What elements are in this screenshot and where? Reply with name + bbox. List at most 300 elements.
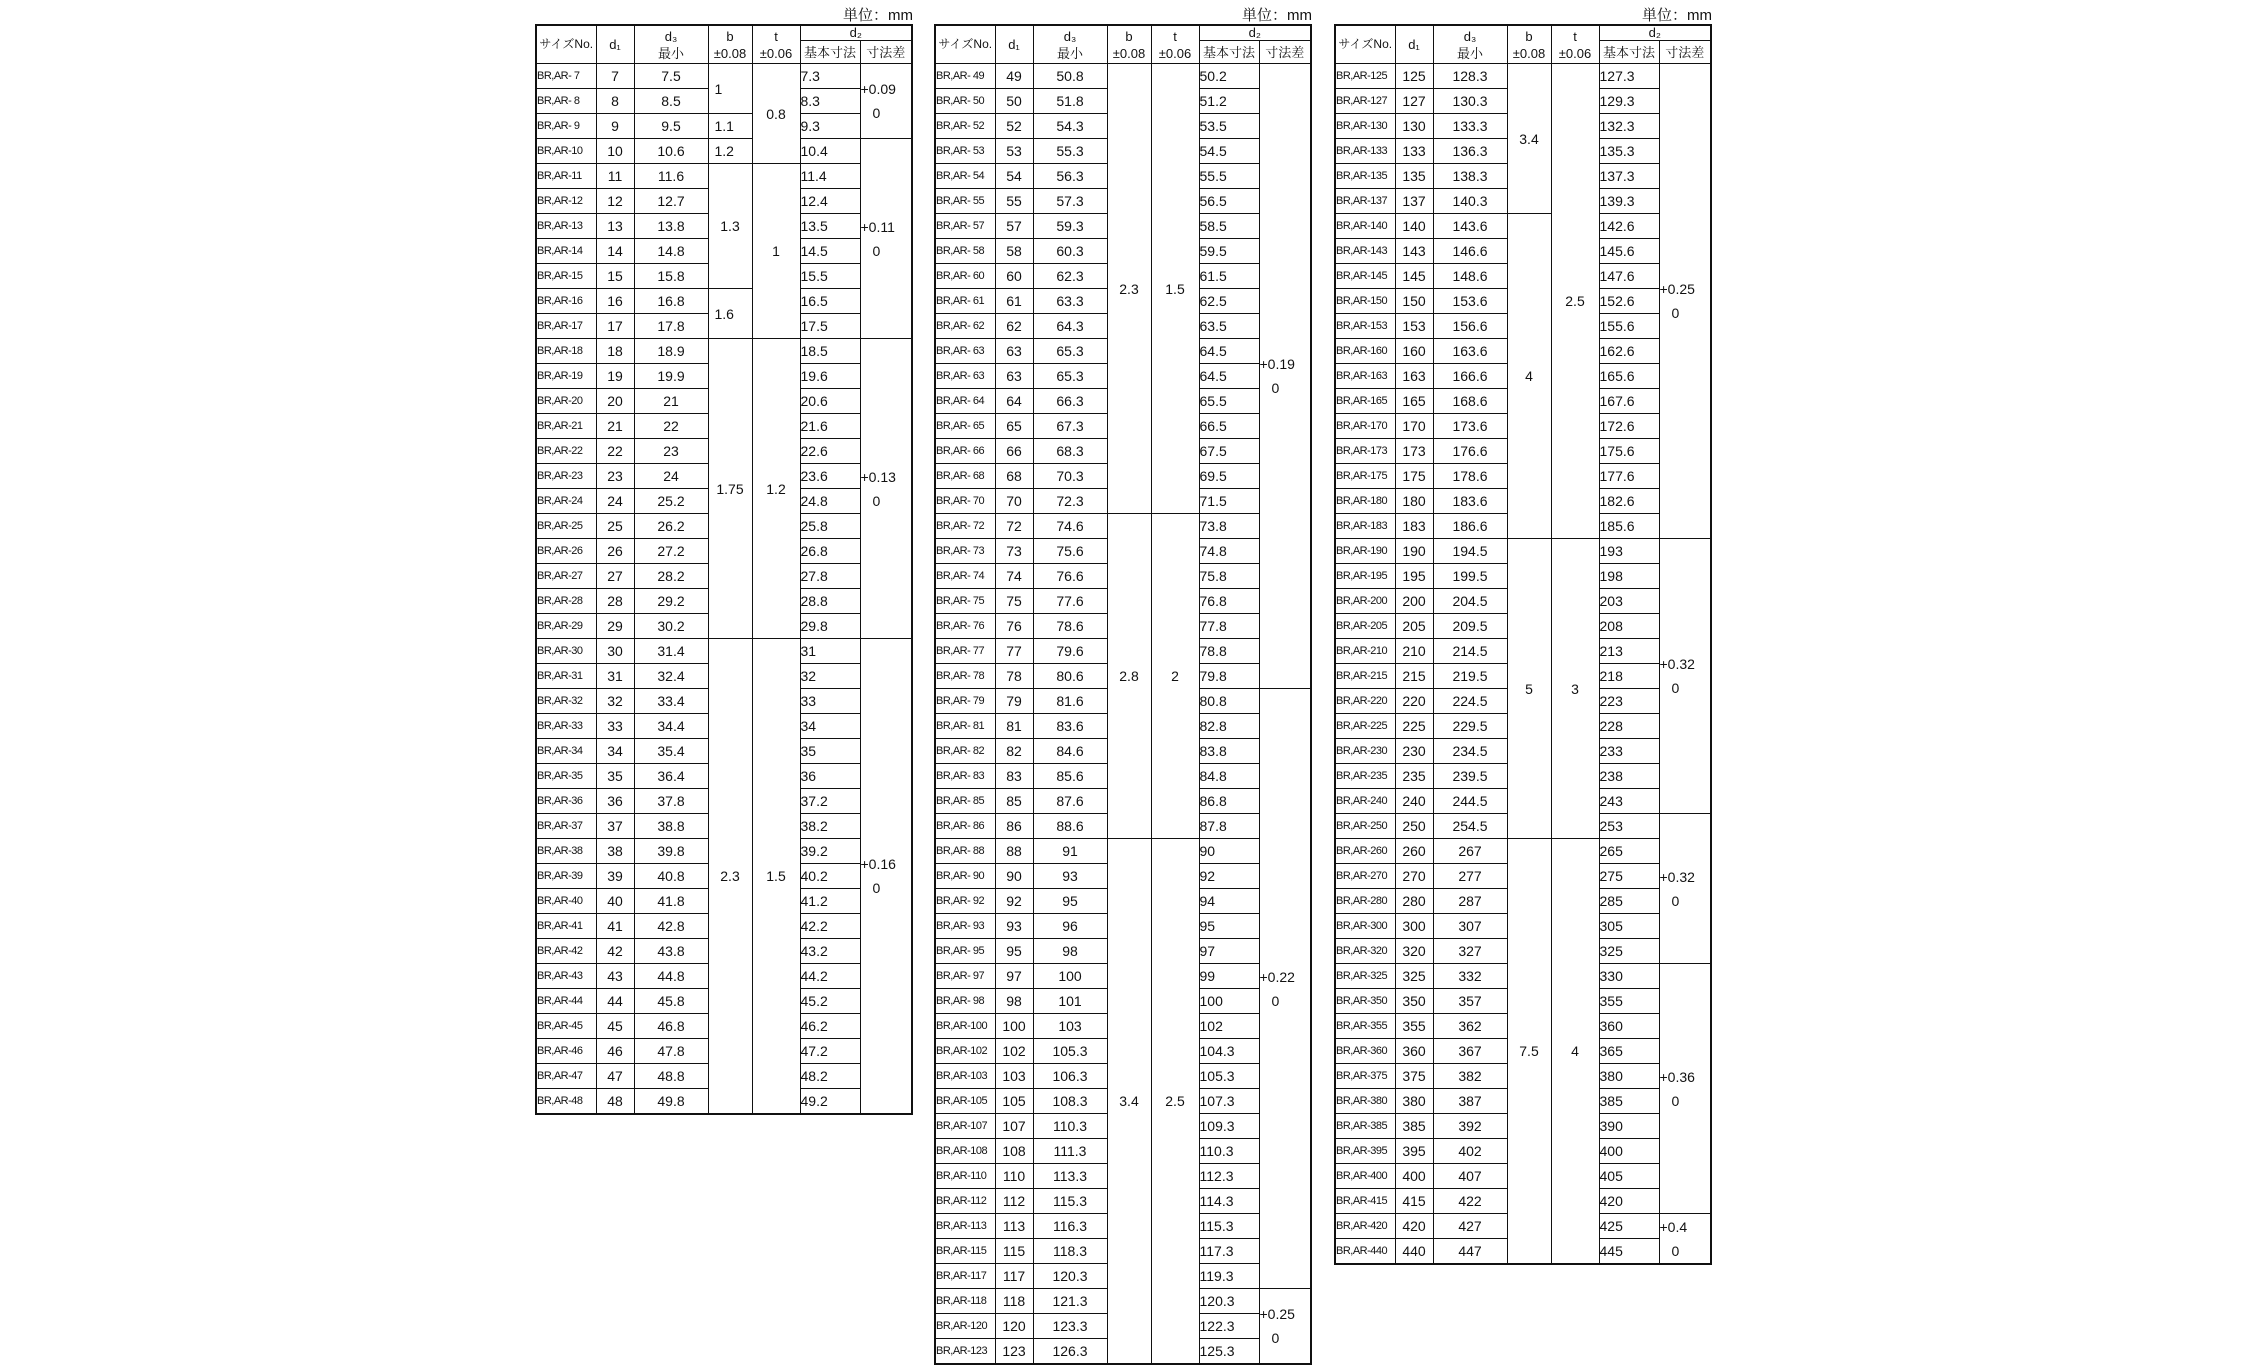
- d3-cell: 24: [634, 464, 708, 489]
- d3-cell: 224.5: [1433, 689, 1507, 714]
- b-cell: 1.6: [708, 289, 752, 339]
- d3-cell: 9.5: [634, 114, 708, 139]
- size-no-cell: BR,AR- 53: [935, 139, 995, 164]
- t-cell: 2: [1151, 514, 1199, 839]
- d2-basic-cell: 355: [1599, 989, 1659, 1014]
- size-no-cell: BR,AR-10: [536, 139, 596, 164]
- header-d2-diff: 寸法差: [1259, 41, 1311, 64]
- d3-cell: 19.9: [634, 364, 708, 389]
- d1-cell: 68: [995, 464, 1033, 489]
- d3-cell: 51.8: [1033, 89, 1107, 114]
- size-no-cell: BR,AR-163: [1335, 364, 1395, 389]
- d3-cell: 13.8: [634, 214, 708, 239]
- d1-cell: 135: [1395, 164, 1433, 189]
- d1-cell: 88: [995, 839, 1033, 864]
- d1-cell: 49: [995, 64, 1033, 89]
- spec-table-2: [934, 24, 1312, 1365]
- size-no-cell: BR,AR-165: [1335, 389, 1395, 414]
- d3-cell: 387: [1433, 1089, 1507, 1114]
- d2-basic-cell: 50.2: [1199, 64, 1259, 89]
- header-d2: d₂: [1599, 25, 1711, 41]
- d2-basic-cell: 49.2: [800, 1089, 860, 1115]
- d2-basic-cell: 129.3: [1599, 89, 1659, 114]
- d2-basic-cell: 92: [1199, 864, 1259, 889]
- size-no-cell: BR,AR- 52: [935, 114, 995, 139]
- size-no-cell: BR,AR-41: [536, 914, 596, 939]
- d1-cell: 220: [1395, 689, 1433, 714]
- tolerance-upper: +0.16: [860, 856, 896, 872]
- d1-cell: 70: [995, 489, 1033, 514]
- d2-basic-cell: 46.2: [800, 1014, 860, 1039]
- d1-cell: 150: [1395, 289, 1433, 314]
- size-no-cell: BR,AR-420: [1335, 1214, 1395, 1239]
- d3-cell: 62.3: [1033, 264, 1107, 289]
- d2-basic-cell: 12.4: [800, 189, 860, 214]
- d3-cell: 93: [1033, 864, 1107, 889]
- d2-basic-cell: 43.2: [800, 939, 860, 964]
- d3-cell: 46.8: [634, 1014, 708, 1039]
- d3-cell: 128.3: [1433, 64, 1507, 89]
- d2-basic-cell: 102: [1199, 1014, 1259, 1039]
- size-no-cell: BR,AR-30: [536, 639, 596, 664]
- d1-cell: 110: [995, 1164, 1033, 1189]
- t-cell: 1.2: [752, 339, 800, 639]
- d3-cell: 382: [1433, 1064, 1507, 1089]
- size-no-cell: BR,AR-24: [536, 489, 596, 514]
- d1-cell: 8: [596, 89, 634, 114]
- d1-cell: 230: [1395, 739, 1433, 764]
- d3-cell: 88.6: [1033, 814, 1107, 839]
- size-no-cell: BR,AR- 76: [935, 614, 995, 639]
- d3-cell: 22: [634, 414, 708, 439]
- d3-cell: 118.3: [1033, 1239, 1107, 1264]
- d3-cell: 50.8: [1033, 64, 1107, 89]
- d3-cell: 163.6: [1433, 339, 1507, 364]
- d2-basic-cell: 40.2: [800, 864, 860, 889]
- d2-basic-cell: 48.2: [800, 1064, 860, 1089]
- d1-cell: 47: [596, 1064, 634, 1089]
- d3-cell: 126.3: [1033, 1339, 1107, 1365]
- table-row: [935, 839, 1311, 864]
- d3-cell: 91: [1033, 839, 1107, 864]
- size-no-cell: BR,AR-47: [536, 1064, 596, 1089]
- d1-cell: 420: [1395, 1214, 1433, 1239]
- d1-cell: 50: [995, 89, 1033, 114]
- b-cell: 1.1: [708, 114, 752, 139]
- d2-basic-cell: 275: [1599, 864, 1659, 889]
- size-no-cell: BR,AR-375: [1335, 1064, 1395, 1089]
- d3-cell: 156.6: [1433, 314, 1507, 339]
- d3-cell: 204.5: [1433, 589, 1507, 614]
- spec-table-3: [1334, 24, 1712, 1265]
- size-no-cell: BR,AR- 88: [935, 839, 995, 864]
- d1-cell: 22: [596, 439, 634, 464]
- d1-cell: 64: [995, 389, 1033, 414]
- d1-cell: 140: [1395, 214, 1433, 239]
- d3-cell: 234.5: [1433, 739, 1507, 764]
- d2-basic-cell: 22.6: [800, 439, 860, 464]
- d2-tolerance-cell: [1659, 964, 1711, 1214]
- d3-cell: 121.3: [1033, 1289, 1107, 1314]
- size-no-cell: BR,AR-48: [536, 1089, 596, 1115]
- d3-cell: 183.6: [1433, 489, 1507, 514]
- header-t: [752, 25, 800, 64]
- d2-basic-cell: 62.5: [1199, 289, 1259, 314]
- d2-basic-cell: 66.5: [1199, 414, 1259, 439]
- d2-basic-cell: 73.8: [1199, 514, 1259, 539]
- d3-cell: 362: [1433, 1014, 1507, 1039]
- d3-cell: 76.6: [1033, 564, 1107, 589]
- d1-cell: 115: [995, 1239, 1033, 1264]
- d2-basic-cell: 71.5: [1199, 489, 1259, 514]
- d2-basic-cell: 44.2: [800, 964, 860, 989]
- table-row: [1335, 214, 1711, 239]
- d2-basic-cell: 23.6: [800, 464, 860, 489]
- size-no-cell: BR,AR-160: [1335, 339, 1395, 364]
- size-no-cell: BR,AR- 92: [935, 889, 995, 914]
- t-cell: 4: [1551, 839, 1599, 1265]
- b-cell: 1.2: [708, 139, 752, 164]
- header-d3-label: d₃: [664, 28, 678, 44]
- d1-cell: 57: [995, 214, 1033, 239]
- d3-cell: 120.3: [1033, 1264, 1107, 1289]
- d3-cell: 254.5: [1433, 814, 1507, 839]
- size-no-cell: BR,AR-125: [1335, 64, 1395, 89]
- d3-cell: 44.8: [634, 964, 708, 989]
- d3-cell: 277: [1433, 864, 1507, 889]
- d1-cell: 46: [596, 1039, 634, 1064]
- d3-cell: 153.6: [1433, 289, 1507, 314]
- header-d1: d₁: [1395, 25, 1433, 64]
- d1-cell: 112: [995, 1189, 1033, 1214]
- d2-basic-cell: 253: [1599, 814, 1659, 839]
- size-no-cell: BR,AR-360: [1335, 1039, 1395, 1064]
- size-no-cell: BR,AR-183: [1335, 514, 1395, 539]
- header-b: [708, 25, 752, 64]
- d2-basic-cell: 193: [1599, 539, 1659, 564]
- d2-basic-cell: 56.5: [1199, 189, 1259, 214]
- d2-basic-cell: 69.5: [1199, 464, 1259, 489]
- d3-cell: 106.3: [1033, 1064, 1107, 1089]
- d2-basic-cell: 97: [1199, 939, 1259, 964]
- d1-cell: 52: [995, 114, 1033, 139]
- size-no-cell: BR,AR-300: [1335, 914, 1395, 939]
- d3-cell: 59.3: [1033, 214, 1107, 239]
- d3-cell: 39.8: [634, 839, 708, 864]
- d3-cell: 87.6: [1033, 789, 1107, 814]
- t-cell: 2.5: [1151, 839, 1199, 1365]
- d1-cell: 143: [1395, 239, 1433, 264]
- d1-cell: 30: [596, 639, 634, 664]
- d2-basic-cell: 31: [800, 639, 860, 664]
- d1-cell: 195: [1395, 564, 1433, 589]
- d3-cell: 64.3: [1033, 314, 1107, 339]
- size-no-cell: BR,AR-205: [1335, 614, 1395, 639]
- size-no-cell: BR,AR-112: [935, 1189, 995, 1214]
- d2-basic-cell: 63.5: [1199, 314, 1259, 339]
- d2-basic-cell: 425: [1599, 1214, 1659, 1239]
- d1-cell: 35: [596, 764, 634, 789]
- size-no-cell: BR,AR- 65: [935, 414, 995, 439]
- size-no-cell: BR,AR-103: [935, 1064, 995, 1089]
- b-cell: 2.3: [708, 639, 752, 1115]
- d1-cell: 27: [596, 564, 634, 589]
- d2-basic-cell: 39.2: [800, 839, 860, 864]
- d3-cell: 123.3: [1033, 1314, 1107, 1339]
- d3-cell: 29.2: [634, 589, 708, 614]
- size-no-cell: BR,AR- 58: [935, 239, 995, 264]
- d3-cell: 199.5: [1433, 564, 1507, 589]
- d2-basic-cell: 162.6: [1599, 339, 1659, 364]
- d1-cell: 385: [1395, 1114, 1433, 1139]
- table-row: [1335, 539, 1711, 564]
- d1-cell: 320: [1395, 939, 1433, 964]
- d2-basic-cell: 82.8: [1199, 714, 1259, 739]
- d1-cell: 31: [596, 664, 634, 689]
- d1-cell: 300: [1395, 914, 1433, 939]
- d2-basic-cell: 28.8: [800, 589, 860, 614]
- t-cell: 1: [752, 164, 800, 339]
- size-no-cell: BR,AR- 7: [536, 64, 596, 89]
- header-size-no: サイズNo.: [935, 25, 995, 64]
- d3-cell: 32.4: [634, 664, 708, 689]
- tolerance-lower: 0: [1671, 1242, 1680, 1259]
- d2-basic-cell: 17.5: [800, 314, 860, 339]
- d2-tolerance-cell: [860, 139, 912, 339]
- d3-cell: 35.4: [634, 739, 708, 764]
- d3-cell: 166.6: [1433, 364, 1507, 389]
- d2-basic-cell: 110.3: [1199, 1139, 1259, 1164]
- header-d3: [1433, 25, 1507, 64]
- d3-cell: 81.6: [1033, 689, 1107, 714]
- d3-cell: 244.5: [1433, 789, 1507, 814]
- size-no-cell: BR,AR- 74: [935, 564, 995, 589]
- size-no-cell: BR,AR-40: [536, 889, 596, 914]
- d2-basic-cell: 75.8: [1199, 564, 1259, 589]
- d2-basic-cell: 25.8: [800, 514, 860, 539]
- d2-basic-cell: 127.3: [1599, 64, 1659, 89]
- d2-tolerance-cell: [1259, 689, 1311, 1289]
- d1-cell: 270: [1395, 864, 1433, 889]
- d2-basic-cell: 213: [1599, 639, 1659, 664]
- t-cell: 1.5: [752, 639, 800, 1115]
- d1-cell: 25: [596, 514, 634, 539]
- size-no-cell: BR,AR-123: [935, 1339, 995, 1365]
- d2-basic-cell: 86.8: [1199, 789, 1259, 814]
- d3-cell: 239.5: [1433, 764, 1507, 789]
- d1-cell: 103: [995, 1064, 1033, 1089]
- d3-cell: 115.3: [1033, 1189, 1107, 1214]
- d2-basic-cell: 145.6: [1599, 239, 1659, 264]
- d1-cell: 118: [995, 1289, 1033, 1314]
- tolerance-upper: +0.11: [860, 218, 895, 235]
- size-no-cell: BR,AR- 95: [935, 939, 995, 964]
- d1-cell: 24: [596, 489, 634, 514]
- size-no-cell: BR,AR-350: [1335, 989, 1395, 1014]
- d3-cell: 229.5: [1433, 714, 1507, 739]
- size-no-cell: BR,AR-270: [1335, 864, 1395, 889]
- size-no-cell: BR,AR-260: [1335, 839, 1395, 864]
- d1-cell: 18: [596, 339, 634, 364]
- size-no-cell: BR,AR- 72: [935, 514, 995, 539]
- d3-cell: 54.3: [1033, 114, 1107, 139]
- d2-basic-cell: 365: [1599, 1039, 1659, 1064]
- size-no-cell: BR,AR- 73: [935, 539, 995, 564]
- header-t-sub: ±0.06: [759, 45, 793, 61]
- d3-cell: 74.6: [1033, 514, 1107, 539]
- d3-cell: 84.6: [1033, 739, 1107, 764]
- d3-cell: 367: [1433, 1039, 1507, 1064]
- d1-cell: 440: [1395, 1239, 1433, 1265]
- d1-cell: 42: [596, 939, 634, 964]
- d1-cell: 165: [1395, 389, 1433, 414]
- d1-cell: 100: [995, 1014, 1033, 1039]
- d3-cell: 194.5: [1433, 539, 1507, 564]
- header-b: [1107, 25, 1151, 64]
- size-no-cell: BR,AR-29: [536, 614, 596, 639]
- d2-basic-cell: 61.5: [1199, 264, 1259, 289]
- tolerance-lower: 0: [1671, 1092, 1680, 1109]
- d2-basic-cell: 77.8: [1199, 614, 1259, 639]
- size-no-cell: BR,AR-150: [1335, 289, 1395, 314]
- d3-cell: 47.8: [634, 1039, 708, 1064]
- d1-cell: 36: [596, 789, 634, 814]
- d3-cell: 60.3: [1033, 239, 1107, 264]
- size-no-cell: BR,AR-127: [1335, 89, 1395, 114]
- d2-basic-cell: 51.2: [1199, 89, 1259, 114]
- d2-basic-cell: 9.3: [800, 114, 860, 139]
- d1-cell: 17: [596, 314, 634, 339]
- size-no-cell: BR,AR- 68: [935, 464, 995, 489]
- d3-cell: 267: [1433, 839, 1507, 864]
- size-no-cell: BR,AR-33: [536, 714, 596, 739]
- d1-cell: 200: [1395, 589, 1433, 614]
- d2-basic-cell: 54.5: [1199, 139, 1259, 164]
- d1-cell: 260: [1395, 839, 1433, 864]
- size-no-cell: BR,AR- 63: [935, 364, 995, 389]
- header-d3: [634, 25, 708, 64]
- tolerance-lower: 0: [872, 105, 881, 121]
- d3-cell: 49.8: [634, 1089, 708, 1115]
- d3-cell: 143.6: [1433, 214, 1507, 239]
- header-b-label: b: [1525, 28, 1533, 44]
- d1-cell: 86: [995, 814, 1033, 839]
- d2-basic-cell: 305: [1599, 914, 1659, 939]
- size-no-cell: BR,AR-137: [1335, 189, 1395, 214]
- size-no-cell: BR,AR- 61: [935, 289, 995, 314]
- tolerance-upper: +0.4: [1659, 1218, 1688, 1235]
- table-row: [536, 164, 912, 189]
- d2-basic-cell: 233: [1599, 739, 1659, 764]
- size-no-cell: BR,AR-133: [1335, 139, 1395, 164]
- size-no-cell: BR,AR-173: [1335, 439, 1395, 464]
- d1-cell: 240: [1395, 789, 1433, 814]
- d3-cell: 140.3: [1433, 189, 1507, 214]
- d2-basic-cell: 100: [1199, 989, 1259, 1014]
- size-no-cell: BR,AR-320: [1335, 939, 1395, 964]
- size-no-cell: BR,AR-200: [1335, 589, 1395, 614]
- d1-cell: 163: [1395, 364, 1433, 389]
- size-no-cell: BR,AR- 77: [935, 639, 995, 664]
- d3-cell: 332: [1433, 964, 1507, 989]
- d3-cell: 23: [634, 439, 708, 464]
- d1-cell: 65: [995, 414, 1033, 439]
- d1-cell: 61: [995, 289, 1033, 314]
- d1-cell: 58: [995, 239, 1033, 264]
- size-no-cell: BR,AR-18: [536, 339, 596, 364]
- d2-basic-cell: 420: [1599, 1189, 1659, 1214]
- d1-cell: 92: [995, 889, 1033, 914]
- d3-cell: 110.3: [1033, 1114, 1107, 1139]
- d1-cell: 95: [995, 939, 1033, 964]
- d2-basic-cell: 360: [1599, 1014, 1659, 1039]
- size-no-cell: BR,AR-44: [536, 989, 596, 1014]
- header-b-sub: ±0.08: [713, 45, 747, 61]
- d1-cell: 175: [1395, 464, 1433, 489]
- d3-cell: 148.6: [1433, 264, 1507, 289]
- d2-basic-cell: 122.3: [1199, 1314, 1259, 1339]
- size-no-cell: BR,AR- 66: [935, 439, 995, 464]
- d3-cell: 138.3: [1433, 164, 1507, 189]
- size-no-cell: BR,AR- 57: [935, 214, 995, 239]
- d2-tolerance-cell: [1259, 64, 1311, 689]
- size-no-cell: BR,AR-225: [1335, 714, 1395, 739]
- size-no-cell: BR,AR-12: [536, 189, 596, 214]
- size-no-cell: BR,AR-36: [536, 789, 596, 814]
- d2-basic-cell: 59.5: [1199, 239, 1259, 264]
- d2-basic-cell: 137.3: [1599, 164, 1659, 189]
- d2-basic-cell: 90: [1199, 839, 1259, 864]
- d2-basic-cell: 105.3: [1199, 1064, 1259, 1089]
- d3-cell: 36.4: [634, 764, 708, 789]
- b-cell: 4: [1507, 214, 1551, 539]
- d3-cell: 214.5: [1433, 639, 1507, 664]
- size-no-cell: BR,AR- 79: [935, 689, 995, 714]
- d2-basic-cell: 65.5: [1199, 389, 1259, 414]
- d2-basic-cell: 325: [1599, 939, 1659, 964]
- header-d2-basic: 基本寸法: [1199, 41, 1259, 64]
- d1-cell: 12: [596, 189, 634, 214]
- size-no-cell: BR,AR- 54: [935, 164, 995, 189]
- tolerance-lower: 0: [872, 492, 881, 509]
- d1-cell: 137: [1395, 189, 1433, 214]
- d1-cell: 77: [995, 639, 1033, 664]
- size-no-cell: BR,AR-135: [1335, 164, 1395, 189]
- d1-cell: 215: [1395, 664, 1433, 689]
- unit-label: 単位：mm: [1642, 7, 1712, 24]
- size-no-cell: BR,AR-27: [536, 564, 596, 589]
- size-no-cell: BR,AR-38: [536, 839, 596, 864]
- size-no-cell: BR,AR- 60: [935, 264, 995, 289]
- d3-cell: 16.8: [634, 289, 708, 314]
- d1-cell: 23: [596, 464, 634, 489]
- d3-cell: 31.4: [634, 639, 708, 664]
- size-no-cell: BR,AR-16: [536, 289, 596, 314]
- d1-cell: 72: [995, 514, 1033, 539]
- tolerance-lower: 0: [1671, 892, 1680, 909]
- d3-cell: 108.3: [1033, 1089, 1107, 1114]
- size-no-cell: BR,AR- 83: [935, 764, 995, 789]
- d2-basic-cell: 139.3: [1599, 189, 1659, 214]
- d3-cell: 43.8: [634, 939, 708, 964]
- d3-cell: 33.4: [634, 689, 708, 714]
- table-row: [536, 114, 912, 139]
- d3-cell: 34.4: [634, 714, 708, 739]
- d1-cell: 235: [1395, 764, 1433, 789]
- d2-basic-cell: 35: [800, 739, 860, 764]
- size-no-cell: BR,AR-145: [1335, 264, 1395, 289]
- d1-cell: 20: [596, 389, 634, 414]
